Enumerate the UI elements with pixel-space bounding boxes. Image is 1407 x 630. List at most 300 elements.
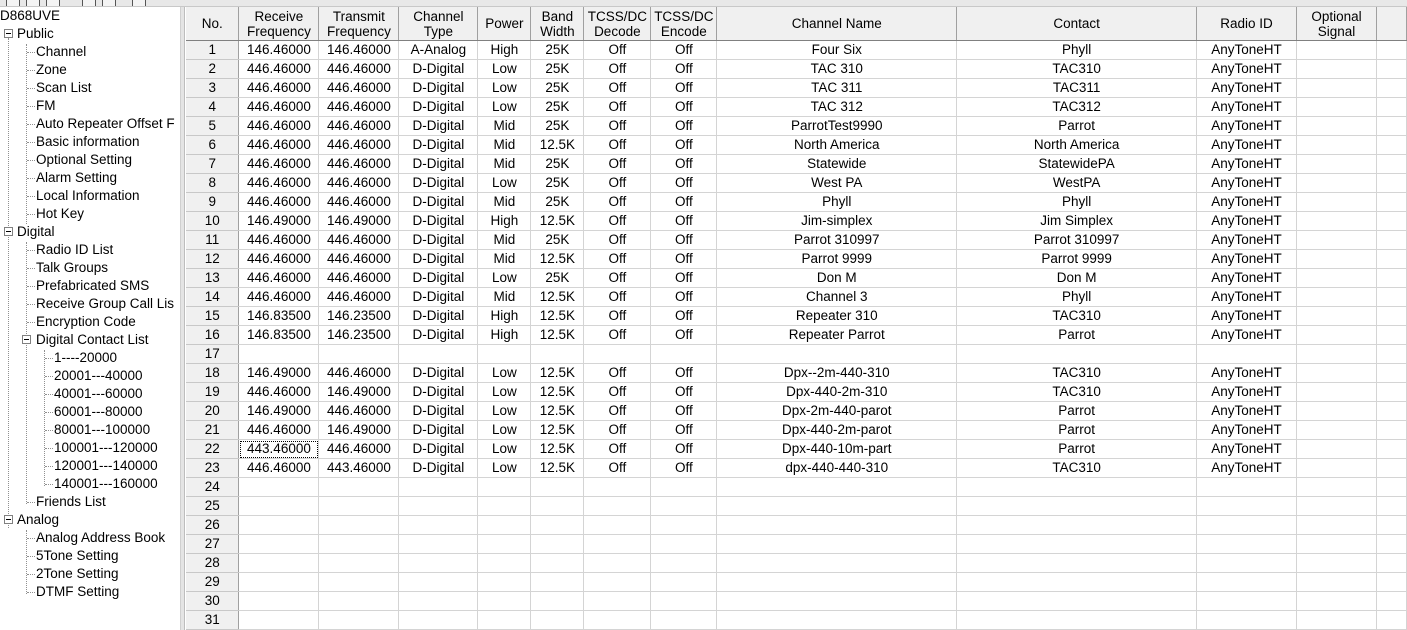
cell-optional-signal[interactable] — [1296, 212, 1376, 231]
cell-radio-id[interactable] — [1197, 497, 1297, 516]
cell-receive-frequency[interactable]: 146.83500 — [239, 326, 319, 345]
column-header-channel-name[interactable] — [717, 7, 957, 41]
cell-tcss-decode[interactable] — [584, 345, 651, 364]
cell-extra[interactable] — [1376, 611, 1406, 630]
cell-band-width[interactable]: 12.5K — [531, 136, 584, 155]
pane-splitter[interactable] — [180, 7, 185, 630]
table-row[interactable] — [186, 174, 1407, 193]
cell-radio-id[interactable]: AnyToneHT — [1197, 288, 1297, 307]
cell-band-width[interactable]: 12.5K — [531, 364, 584, 383]
table-row[interactable] — [186, 497, 1407, 516]
cell-contact[interactable]: North America — [957, 136, 1197, 155]
cell-band-width[interactable]: 12.5K — [531, 326, 584, 345]
cell-extra[interactable] — [1376, 554, 1406, 573]
cell-optional-signal[interactable] — [1296, 155, 1376, 174]
cell-radio-id[interactable]: AnyToneHT — [1197, 383, 1297, 402]
cell-transmit-frequency[interactable]: 146.49000 — [319, 421, 399, 440]
cell-optional-signal[interactable] — [1296, 326, 1376, 345]
cell-power[interactable]: High — [478, 41, 531, 60]
tree-item-radio-id-list[interactable]: Radio ID List — [36, 242, 114, 257]
column-header-channel-type[interactable] — [399, 7, 478, 41]
collapse-analog-icon[interactable] — [4, 515, 13, 524]
cell-band-width[interactable]: 25K — [531, 41, 584, 60]
cell-receive-frequency[interactable]: 446.46000 — [239, 269, 319, 288]
tree-item-alarm-setting[interactable]: Alarm Setting — [36, 170, 118, 185]
cell-channel-type[interactable]: D-Digital — [399, 98, 478, 117]
cell-tcss-encode[interactable]: Off — [651, 231, 717, 250]
cell-contact[interactable] — [957, 497, 1197, 516]
row-number[interactable]: 29 — [186, 573, 239, 592]
cell-channel-name[interactable] — [717, 611, 957, 630]
cell-radio-id[interactable]: AnyToneHT — [1197, 421, 1297, 440]
cell-optional-signal[interactable] — [1296, 516, 1376, 535]
cell-optional-signal[interactable] — [1296, 402, 1376, 421]
cell-power[interactable]: Mid — [478, 250, 531, 269]
table-row[interactable] — [186, 79, 1407, 98]
cell-transmit-frequency[interactable]: 446.46000 — [319, 193, 399, 212]
cell-optional-signal[interactable] — [1296, 288, 1376, 307]
cell-band-width[interactable]: 12.5K — [531, 421, 584, 440]
table-row[interactable] — [186, 212, 1407, 231]
cell-channel-name[interactable]: North America — [717, 136, 957, 155]
cell-tcss-encode[interactable]: Off — [651, 459, 717, 478]
cell-band-width[interactable]: 12.5K — [531, 383, 584, 402]
help-icon[interactable] — [132, 0, 146, 7]
row-number[interactable]: 5 — [186, 117, 239, 136]
cell-contact[interactable] — [957, 592, 1197, 611]
cell-extra[interactable] — [1376, 535, 1406, 554]
cell-tcss-encode[interactable] — [651, 592, 717, 611]
cell-receive-frequency[interactable] — [239, 554, 319, 573]
cell-tcss-encode[interactable] — [651, 497, 717, 516]
tree-item-fm[interactable]: FM — [36, 98, 56, 113]
cell-channel-name[interactable]: TAC 312 — [717, 98, 957, 117]
table-row[interactable] — [186, 41, 1407, 60]
table-row[interactable] — [186, 364, 1407, 383]
cell-channel-type[interactable] — [399, 554, 478, 573]
row-number[interactable]: 15 — [186, 307, 239, 326]
cell-tcss-encode[interactable] — [651, 573, 717, 592]
cell-channel-name[interactable] — [717, 592, 957, 611]
cell-power[interactable] — [478, 592, 531, 611]
cell-channel-type[interactable]: A-Analog — [399, 41, 478, 60]
cell-extra[interactable] — [1376, 592, 1406, 611]
row-number[interactable]: 4 — [186, 98, 239, 117]
cell-radio-id[interactable]: AnyToneHT — [1197, 269, 1297, 288]
table-row[interactable] — [186, 459, 1407, 478]
cell-channel-name[interactable] — [717, 345, 957, 364]
cell-tcss-encode[interactable]: Off — [651, 440, 717, 459]
cell-power[interactable] — [478, 554, 531, 573]
cell-tcss-encode[interactable]: Off — [651, 421, 717, 440]
cell-power[interactable]: Mid — [478, 288, 531, 307]
cell-band-width[interactable]: 12.5K — [531, 459, 584, 478]
cell-tcss-encode[interactable]: Off — [651, 79, 717, 98]
cell-power[interactable] — [478, 478, 531, 497]
table-row[interactable] — [186, 478, 1407, 497]
cell-extra[interactable] — [1376, 174, 1406, 193]
cell-channel-type[interactable]: D-Digital — [399, 212, 478, 231]
cell-channel-type[interactable]: D-Digital — [399, 250, 478, 269]
table-row[interactable] — [186, 345, 1407, 364]
cell-receive-frequency[interactable]: 446.46000 — [239, 193, 319, 212]
cell-tcss-encode[interactable]: Off — [651, 174, 717, 193]
table-row[interactable] — [186, 421, 1407, 440]
cell-transmit-frequency[interactable] — [319, 478, 399, 497]
cell-tcss-encode[interactable] — [651, 516, 717, 535]
cell-channel-name[interactable]: Parrot 310997 — [717, 231, 957, 250]
row-number[interactable]: 25 — [186, 497, 239, 516]
cell-channel-type[interactable]: D-Digital — [399, 174, 478, 193]
cell-tcss-encode[interactable]: Off — [651, 117, 717, 136]
row-number[interactable]: 30 — [186, 592, 239, 611]
cell-tcss-decode[interactable] — [584, 554, 651, 573]
cell-channel-name[interactable]: Dpx--2m-440-310 — [717, 364, 957, 383]
cell-power[interactable]: Low — [478, 421, 531, 440]
cell-tcss-decode[interactable]: Off — [584, 250, 651, 269]
cell-extra[interactable] — [1376, 193, 1406, 212]
cell-power[interactable]: Low — [478, 269, 531, 288]
cell-receive-frequency[interactable]: 446.46000 — [239, 79, 319, 98]
cell-optional-signal[interactable] — [1296, 421, 1376, 440]
cell-tcss-decode[interactable] — [584, 516, 651, 535]
cell-band-width[interactable]: 25K — [531, 60, 584, 79]
column-header-contact[interactable] — [957, 7, 1197, 41]
cell-optional-signal[interactable] — [1296, 307, 1376, 326]
cell-radio-id[interactable]: AnyToneHT — [1197, 41, 1297, 60]
row-number[interactable]: 13 — [186, 269, 239, 288]
cell-optional-signal[interactable] — [1296, 364, 1376, 383]
cell-channel-name[interactable] — [717, 478, 957, 497]
table-row[interactable] — [186, 326, 1407, 345]
tree-node-digital-contact-list[interactable]: Digital Contact List — [36, 332, 149, 347]
cell-receive-frequency[interactable]: 146.46000 — [239, 41, 319, 60]
cell-band-width[interactable] — [531, 535, 584, 554]
cell-extra[interactable] — [1376, 326, 1406, 345]
cell-extra[interactable] — [1376, 402, 1406, 421]
cell-transmit-frequency[interactable]: 146.23500 — [319, 307, 399, 326]
cell-channel-name[interactable] — [717, 497, 957, 516]
cell-tcss-decode[interactable]: Off — [584, 193, 651, 212]
tree-item-2tone-setting[interactable]: 2Tone Setting — [36, 566, 119, 581]
cell-optional-signal[interactable] — [1296, 459, 1376, 478]
cell-optional-signal[interactable] — [1296, 383, 1376, 402]
cell-transmit-frequency[interactable] — [319, 516, 399, 535]
cell-channel-name[interactable]: Dpx-440-2m-310 — [717, 383, 957, 402]
column-header-no[interactable] — [186, 7, 239, 41]
cell-radio-id[interactable]: AnyToneHT — [1197, 440, 1297, 459]
cell-band-width[interactable]: 25K — [531, 193, 584, 212]
column-header-tcss-decode[interactable] — [584, 7, 651, 41]
tree-item-analog-address-book[interactable]: Analog Address Book — [36, 530, 166, 545]
cell-power[interactable] — [478, 497, 531, 516]
cell-optional-signal[interactable] — [1296, 440, 1376, 459]
cell-transmit-frequency[interactable]: 446.46000 — [319, 60, 399, 79]
cell-tcss-encode[interactable]: Off — [651, 326, 717, 345]
cell-tcss-decode[interactable] — [584, 592, 651, 611]
cell-tcss-encode[interactable]: Off — [651, 288, 717, 307]
cell-channel-type[interactable]: D-Digital — [399, 440, 478, 459]
cell-extra[interactable] — [1376, 231, 1406, 250]
table-row[interactable] — [186, 611, 1407, 630]
cell-radio-id[interactable]: AnyToneHT — [1197, 79, 1297, 98]
row-number[interactable]: 26 — [186, 516, 239, 535]
row-number[interactable]: 21 — [186, 421, 239, 440]
column-header-power[interactable] — [478, 7, 531, 41]
cell-radio-id[interactable] — [1197, 345, 1297, 364]
cell-contact[interactable]: TAC311 — [957, 79, 1197, 98]
row-number[interactable]: 31 — [186, 611, 239, 630]
cell-tcss-decode[interactable]: Off — [584, 79, 651, 98]
cell-channel-type[interactable]: D-Digital — [399, 421, 478, 440]
cell-receive-frequency[interactable] — [239, 592, 319, 611]
cell-transmit-frequency[interactable]: 446.46000 — [319, 288, 399, 307]
column-header-tcss-encode[interactable] — [651, 7, 717, 41]
cell-radio-id[interactable] — [1197, 478, 1297, 497]
tree-item-basic-information[interactable]: Basic information — [36, 134, 140, 149]
tree-item-auto-repeater-offset[interactable]: Auto Repeater Offset F — [36, 116, 175, 131]
cell-contact[interactable]: StatewidePA — [957, 155, 1197, 174]
cell-power[interactable]: Low — [478, 440, 531, 459]
cell-band-width[interactable]: 12.5K — [531, 440, 584, 459]
cell-radio-id[interactable]: AnyToneHT — [1197, 250, 1297, 269]
cell-channel-name[interactable]: Parrot 9999 — [717, 250, 957, 269]
cell-radio-id[interactable] — [1197, 554, 1297, 573]
cell-radio-id[interactable]: AnyToneHT — [1197, 364, 1297, 383]
cell-contact[interactable] — [957, 573, 1197, 592]
cell-channel-name[interactable]: West PA — [717, 174, 957, 193]
column-header-band-width[interactable] — [531, 7, 584, 41]
cell-extra[interactable] — [1376, 307, 1406, 326]
cell-channel-name[interactable]: TAC 311 — [717, 79, 957, 98]
cell-channel-type[interactable] — [399, 497, 478, 516]
cell-channel-name[interactable]: Dpx-2m-440-parot — [717, 402, 957, 421]
cell-channel-name[interactable]: Dpx-440-2m-parot — [717, 421, 957, 440]
cell-transmit-frequency[interactable] — [319, 497, 399, 516]
cell-optional-signal[interactable] — [1296, 497, 1376, 516]
row-number[interactable]: 7 — [186, 155, 239, 174]
cell-channel-name[interactable]: Don M — [717, 269, 957, 288]
cell-tcss-encode[interactable]: Off — [651, 193, 717, 212]
cell-contact[interactable]: Phyll — [957, 288, 1197, 307]
cell-power[interactable]: Low — [478, 60, 531, 79]
cell-channel-type[interactable]: D-Digital — [399, 402, 478, 421]
tree-item-contact-range[interactable]: 40001---60000 — [54, 386, 143, 401]
cell-tcss-decode[interactable]: Off — [584, 212, 651, 231]
table-row[interactable] — [186, 402, 1407, 421]
cell-contact[interactable]: TAC312 — [957, 98, 1197, 117]
cell-transmit-frequency[interactable]: 446.46000 — [319, 79, 399, 98]
table-row[interactable] — [186, 516, 1407, 535]
cell-channel-type[interactable]: D-Digital — [399, 79, 478, 98]
cell-power[interactable]: Mid — [478, 117, 531, 136]
cell-transmit-frequency[interactable]: 146.49000 — [319, 383, 399, 402]
table-row[interactable] — [186, 117, 1407, 136]
cell-contact[interactable]: Jim Simplex — [957, 212, 1197, 231]
cell-optional-signal[interactable] — [1296, 41, 1376, 60]
cell-power[interactable]: Mid — [478, 136, 531, 155]
cell-extra[interactable] — [1376, 364, 1406, 383]
cell-channel-type[interactable]: D-Digital — [399, 364, 478, 383]
collapse-digital-contact-list-icon[interactable] — [22, 335, 31, 344]
cell-contact[interactable] — [957, 535, 1197, 554]
row-number[interactable]: 28 — [186, 554, 239, 573]
cell-band-width[interactable]: 25K — [531, 79, 584, 98]
cell-receive-frequency[interactable]: 446.46000 — [239, 60, 319, 79]
cell-tcss-encode[interactable] — [651, 478, 717, 497]
cell-receive-frequency[interactable]: 446.46000 — [239, 155, 319, 174]
cell-channel-type[interactable] — [399, 345, 478, 364]
cell-channel-type[interactable]: D-Digital — [399, 269, 478, 288]
cell-radio-id[interactable]: AnyToneHT — [1197, 174, 1297, 193]
cell-contact[interactable]: Parrot — [957, 326, 1197, 345]
table-row[interactable] — [186, 155, 1407, 174]
cell-tcss-decode[interactable]: Off — [584, 269, 651, 288]
column-header-extra[interactable] — [1376, 7, 1406, 41]
cell-channel-name[interactable]: Channel 3 — [717, 288, 957, 307]
cell-optional-signal[interactable] — [1296, 611, 1376, 630]
cell-power[interactable] — [478, 516, 531, 535]
cell-transmit-frequency[interactable] — [319, 573, 399, 592]
cell-tcss-decode[interactable] — [584, 573, 651, 592]
table-row[interactable] — [186, 383, 1407, 402]
cell-transmit-frequency[interactable]: 446.46000 — [319, 269, 399, 288]
cell-band-width[interactable]: 25K — [531, 117, 584, 136]
cell-transmit-frequency[interactable]: 446.46000 — [319, 174, 399, 193]
cell-tcss-encode[interactable]: Off — [651, 250, 717, 269]
cell-receive-frequency[interactable]: 446.46000 — [239, 383, 319, 402]
cell-band-width[interactable]: 25K — [531, 231, 584, 250]
tree-item-prefabricated-sms[interactable]: Prefabricated SMS — [36, 278, 150, 293]
tree-item-friends-list[interactable]: Friends List — [36, 494, 106, 509]
cell-channel-type[interactable]: D-Digital — [399, 231, 478, 250]
tree-item-dtmf-setting[interactable]: DTMF Setting — [36, 584, 120, 599]
tree-item-scan-list[interactable]: Scan List — [36, 80, 92, 95]
cell-radio-id[interactable]: AnyToneHT — [1197, 307, 1297, 326]
cell-optional-signal[interactable] — [1296, 174, 1376, 193]
cell-band-width[interactable] — [531, 611, 584, 630]
cell-band-width[interactable] — [531, 345, 584, 364]
cell-extra[interactable] — [1376, 573, 1406, 592]
cell-transmit-frequency[interactable]: 446.46000 — [319, 117, 399, 136]
table-row[interactable] — [186, 60, 1407, 79]
cell-tcss-encode[interactable]: Off — [651, 212, 717, 231]
row-number[interactable]: 24 — [186, 478, 239, 497]
row-number[interactable]: 17 — [186, 345, 239, 364]
row-number[interactable]: 19 — [186, 383, 239, 402]
tree-item-talk-groups[interactable]: Talk Groups — [36, 260, 109, 275]
cell-channel-name[interactable]: dpx-440-440-310 — [717, 459, 957, 478]
cell-contact[interactable]: Parrot — [957, 440, 1197, 459]
cell-channel-name[interactable] — [717, 535, 957, 554]
tree-item-contact-range[interactable]: 20001---40000 — [54, 368, 143, 383]
cell-band-width[interactable] — [531, 478, 584, 497]
cell-power[interactable]: High — [478, 326, 531, 345]
cell-receive-frequency[interactable]: 446.46000 — [239, 250, 319, 269]
cell-radio-id[interactable] — [1197, 592, 1297, 611]
row-number[interactable]: 27 — [186, 535, 239, 554]
cell-optional-signal[interactable] — [1296, 231, 1376, 250]
column-header-receive-frequency[interactable] — [239, 7, 319, 41]
tree-item-5tone-setting[interactable]: 5Tone Setting — [36, 548, 119, 563]
cell-receive-frequency[interactable]: 446.46000 — [239, 231, 319, 250]
cell-channel-name[interactable] — [717, 573, 957, 592]
cell-channel-type[interactable]: D-Digital — [399, 155, 478, 174]
table-row[interactable] — [186, 592, 1407, 611]
cell-transmit-frequency[interactable] — [319, 345, 399, 364]
cell-receive-frequency[interactable]: 146.49000 — [239, 402, 319, 421]
cell-tcss-encode[interactable]: Off — [651, 402, 717, 421]
cell-optional-signal[interactable] — [1296, 79, 1376, 98]
cell-tcss-decode[interactable]: Off — [584, 98, 651, 117]
tree-item-contact-range[interactable]: 1----20000 — [54, 350, 118, 365]
cell-contact[interactable]: Don M — [957, 269, 1197, 288]
cell-tcss-decode[interactable]: Off — [584, 174, 651, 193]
cell-contact[interactable] — [957, 345, 1197, 364]
cell-band-width[interactable]: 12.5K — [531, 307, 584, 326]
row-number[interactable]: 18 — [186, 364, 239, 383]
cell-contact[interactable] — [957, 516, 1197, 535]
cell-radio-id[interactable]: AnyToneHT — [1197, 212, 1297, 231]
cell-radio-id[interactable]: AnyToneHT — [1197, 193, 1297, 212]
cell-receive-frequency[interactable]: 446.46000 — [239, 459, 319, 478]
cell-tcss-decode[interactable]: Off — [584, 231, 651, 250]
cell-power[interactable]: Mid — [478, 155, 531, 174]
cell-transmit-frequency[interactable]: 446.46000 — [319, 440, 399, 459]
cell-tcss-encode[interactable]: Off — [651, 155, 717, 174]
cell-extra[interactable] — [1376, 212, 1406, 231]
cell-tcss-decode[interactable]: Off — [584, 326, 651, 345]
table-row[interactable] — [186, 554, 1407, 573]
cell-transmit-frequency[interactable]: 146.23500 — [319, 326, 399, 345]
cell-radio-id[interactable]: AnyToneHT — [1197, 117, 1297, 136]
cell-contact[interactable] — [957, 478, 1197, 497]
cell-contact[interactable]: WestPA — [957, 174, 1197, 193]
cell-contact[interactable]: TAC310 — [957, 383, 1197, 402]
table-row[interactable] — [186, 231, 1407, 250]
cell-channel-type[interactable]: D-Digital — [399, 136, 478, 155]
cell-contact[interactable]: Parrot — [957, 117, 1197, 136]
tree-item-optional-setting[interactable]: Optional Setting — [36, 152, 133, 167]
cell-extra[interactable] — [1376, 440, 1406, 459]
cell-channel-type[interactable]: D-Digital — [399, 193, 478, 212]
row-number[interactable]: 3 — [186, 79, 239, 98]
cell-tcss-decode[interactable]: Off — [584, 288, 651, 307]
cell-contact[interactable]: Parrot — [957, 421, 1197, 440]
table-row[interactable] — [186, 573, 1407, 592]
tree-item-zone[interactable]: Zone — [36, 62, 67, 77]
cell-optional-signal[interactable] — [1296, 535, 1376, 554]
cell-receive-frequency[interactable] — [239, 611, 319, 630]
cell-optional-signal[interactable] — [1296, 592, 1376, 611]
table-row[interactable] — [186, 440, 1407, 459]
cell-tcss-decode[interactable]: Off — [584, 136, 651, 155]
cell-power[interactable]: Low — [478, 98, 531, 117]
cell-channel-name[interactable]: ParrotTest9990 — [717, 117, 957, 136]
table-row[interactable] — [186, 136, 1407, 155]
cell-extra[interactable] — [1376, 250, 1406, 269]
tree-node-public[interactable]: Public — [17, 26, 54, 41]
cell-contact[interactable]: TAC310 — [957, 307, 1197, 326]
row-number[interactable]: 10 — [186, 212, 239, 231]
cell-power[interactable] — [478, 535, 531, 554]
cell-receive-frequency[interactable]: 446.46000 — [239, 117, 319, 136]
cell-optional-signal[interactable] — [1296, 478, 1376, 497]
cell-radio-id[interactable] — [1197, 573, 1297, 592]
cell-channel-name[interactable] — [717, 516, 957, 535]
cell-channel-type[interactable]: D-Digital — [399, 60, 478, 79]
table-row[interactable] — [186, 288, 1407, 307]
